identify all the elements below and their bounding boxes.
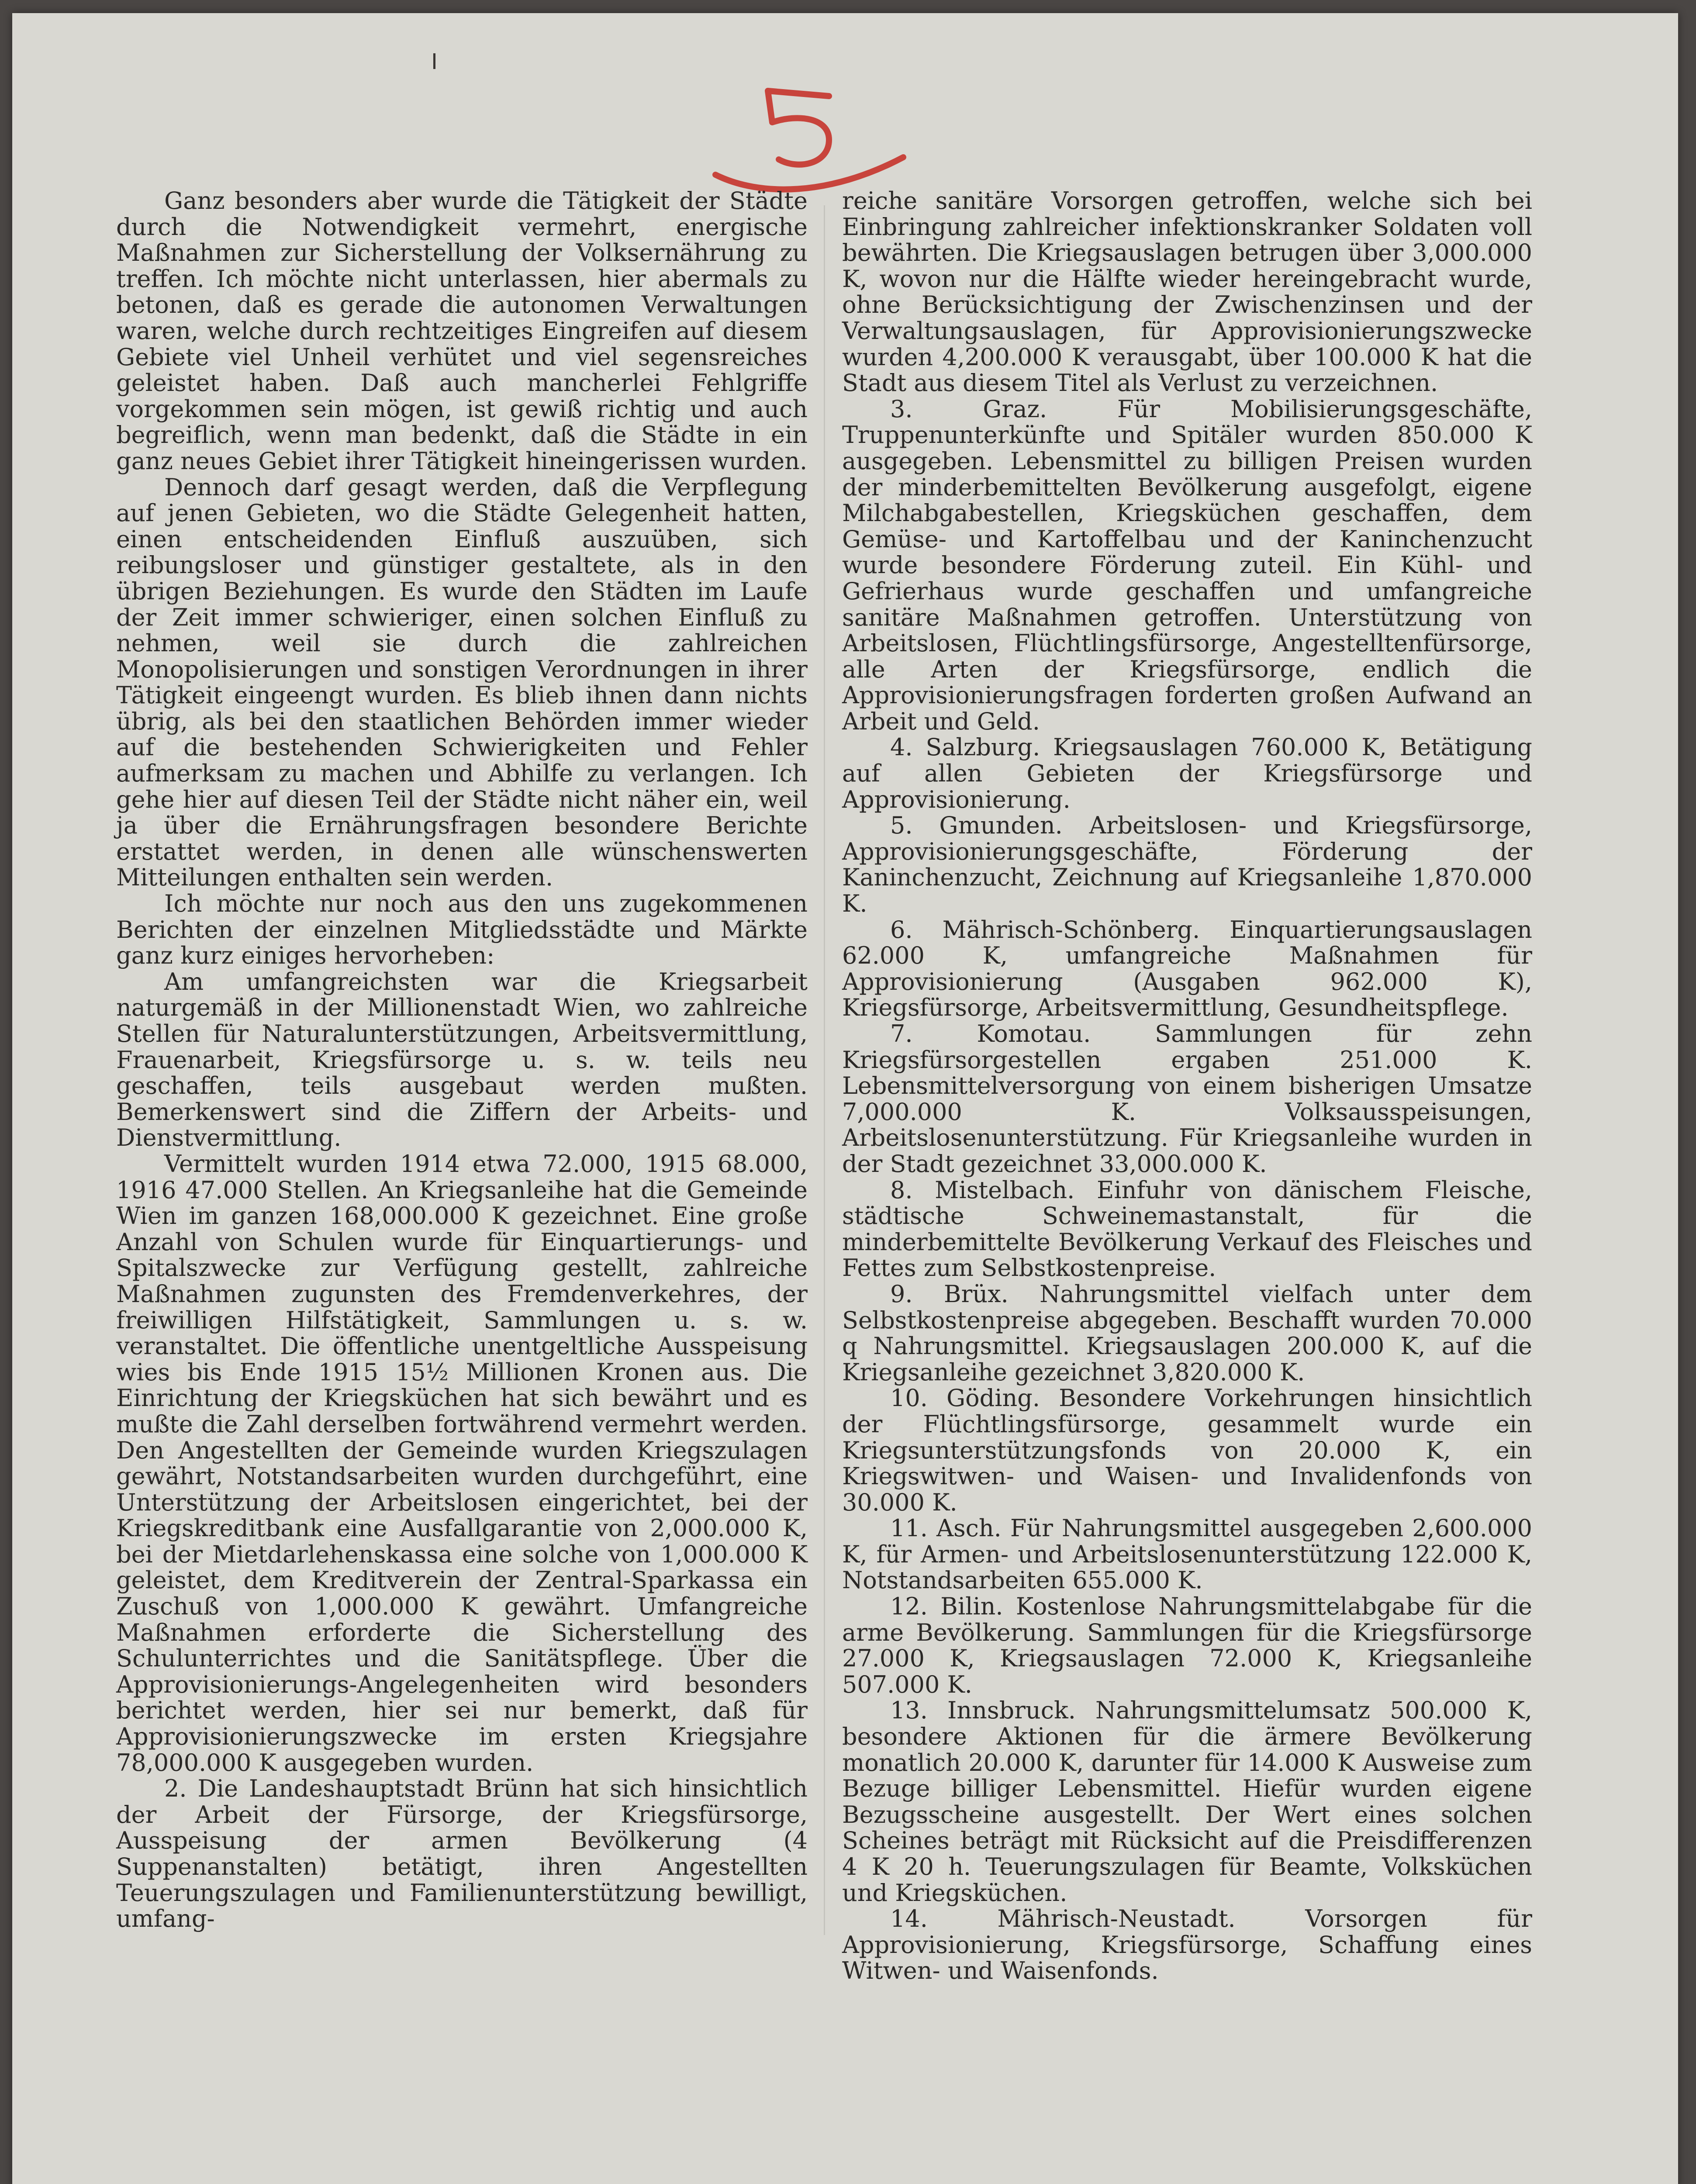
page-number-glyph <box>715 91 903 190</box>
paragraph: Ganz besonders aber wurde die Tätigkeit der Städte durch die Notwendigkeit vermehrt, energische Maßnahmen zur Sicherstellung der Volksernährung zu treffen. Ich möchte nicht unterlassen, hier abermals zu betonen, daß es gerade die autonomen Verwaltungen waren, welche durch rechtzeitiges Eingreifen auf diesem Gebiete viel Unheil verhütet und viel segensreiches geleistet haben. Daß auch mancherlei Fehlgriffe vorgekommen sein mögen, ist gewiß richtig und auch begreiflich, wenn man bedenkt, daß die Städte in ein ganz neues Gebiet ihrer Tätigkeit hineingerissen wurden. <box>116 187 808 475</box>
left-column <box>116 188 808 1932</box>
paragraph: 10. Göding. Besondere Vorkehrungen hinsichtlich der Flüchtlingsfürsorge, gesammelt wurde ein Kriegsunterstützungsfonds von 20.000 K, ein Kriegswitwen- und Waisen- und Invalidenfonds von 30.000 K. <box>842 1384 1532 1516</box>
paragraph: 14. Mährisch-Neustadt. Vorsorgen für Approvisionierung, Kriegsfürsorge, Schaffung eines Witwen- und Waisenfonds. <box>842 1905 1532 1985</box>
paragraph: Vermittelt wurden 1914 etwa 72.000, 1915 68.000, 1916 47.000 Stellen. An Kriegsanleihe hat die Gemeinde Wien im ganzen 168,000.000 K gezeichnet. Eine große Anzahl von Schulen wurde für Einquartierungs- und Spitalszwecke zur Verfügung gestellt, zahlreiche Maßnahmen zugunsten des Fremdenverkehres, der freiwilligen Hilfstätigkeit, Sammlungen u. s. w. veranstaltet. Die öffentliche unentgeltliche Ausspeisung wies bis Ende 1915 15½ Millionen Kronen aus. Die Einrichtung der Kriegsküchen hat sich bewährt und es mußte die Zahl derselben fortwährend vermehrt werden. Den Angestellten der Gemeinde wurden Kriegszulagen gewährt, Notstandsarbeiten wurden durchgeführt, eine Unterstützung der Arbeitslosen eingerichtet, bei der Kriegskreditbank eine Ausfallgarantie von 2,000.000 K, bei der Mietdarlehenskassa eine solche von 1,000.000 K geleistet, dem Kreditverein der Zentral-Sparkassa ein Zuschuß von 1,000.000 K gewährt. Umfangreiche Maßnahmen erforderte die Sicherstellung des Schulunterrichtes und die Sanitätspflege. Über die Approvisionierungs-Angelegenheiten wird besonders berichtet werden, hier sei nur bemerkt, daß für Approvisionierungszwecke im ersten Kriegsjahre 78,000.000 K ausgegeben wurden. <box>116 1150 808 1776</box>
paragraph: 13. Innsbruck. Nahrungsmittelumsatz 500.000 K, besondere Aktionen für die ärmere Bevölkerung monatlich 20.000 K, darunter für 14.000 K Ausweise zum Bezuge billiger Lebensmittel. Hiefür wurden eigene Bezugsscheine ausgestellt. Der Wert eines solchen Scheines beträgt mit Rücksicht auf die Preisdifferenzen 4 K 20 h. Teuerungszulagen für Beamte, Volksküchen und Kriegsküchen. <box>842 1697 1532 1907</box>
paragraph: Ich möchte nur noch aus den uns zugekommenen Berichten der einzelnen Mitgliedsstädte und Märkte ganz kurz einiges hervorheben: <box>116 890 808 970</box>
paragraph: Dennoch darf gesagt werden, daß die Verpflegung auf jenen Gebieten, wo die Städte Gelegenheit hatten, einen entscheidenden Einfluß auszuüben, sich reibungsloser und günstiger gestaltete, als in den übrigen Beziehungen. Es wurde den Städten im Laufe der Zeit immer schwieriger, einen solchen Einfluß zu nehmen, weil sie durch die zahlreichen Monopolisierungen und sonstigen Verordnungen in ihrer Tätigkeit eingeengt wurden. Es blieb ihnen dann nichts übrig, als bei den staatlichen Behörden immer wieder auf die bestehenden Schwierigkeiten und Fehler aufmerksam zu machen und Abhilfe zu verlangen. Ich gehe hier auf diesen Teil der Städte nicht näher ein, weil ja über die Ernährungsfragen besondere Berichte erstattet werden, in denen alle wünschenswerten Mitteilungen enthalten sein werden. <box>116 473 808 892</box>
paragraph: 9. Brüx. Nahrungsmittel vielfach unter dem Selbstkostenpreise abgegeben. Beschafft wurden 70.000 q Nahrungsmittel. Kriegsauslagen 200.000 K, auf die Kriegsanleihe gezeichnet 3,820.000 K. <box>842 1280 1532 1386</box>
paragraph: 8. Mistelbach. Einfuhr von dänischem Fleische, städtische Schweinemastanstalt, für die minderbemittelte Bevölkerung Verkauf des Fleisches und Fettes zum Selbstkostenpreise. <box>842 1176 1532 1282</box>
right-column <box>842 188 1532 1984</box>
paragraph: 4. Salzburg. Kriegsauslagen 760.000 K, Betätigung auf allen Gebieten der Kriegsfürsorge und Approvisionierung. <box>842 733 1532 813</box>
paragraph: 12. Bilin. Kostenlose Nahrungsmittelabgabe für die arme Bevölkerung. Sammlungen für die Kriegsfürsorge 27.000 K, Kriegsauslagen 72.000 K, Kriegsanleihe 507.000 K. <box>842 1593 1532 1698</box>
paragraph: 3. Graz. Für Mobilisierungsgeschäfte, Truppenunterkünfte und Spitäler wurden 850.000 K ausgegeben. Lebensmittel zu billigen Preisen wurden der minderbemittelten Bevölkerung ausgefolgt, eigene Milchabgabestellen, Kriegsküchen geschaffen, dem Gemüse- und Kartoffelbau und der Kaninchenzucht wurde besondere Förderung zuteil. Ein Kühl- und Gefrierhaus wurde geschaffen und umfangreiche sanitäre Maßnahmen getroffen. Unterstützung von Arbeitslosen, Flüchtlingsfürsorge, Angestelltenfürsorge, alle Arten der Kriegsfürsorge, endlich die Approvisionierungsfragen forderten großen Aufwand an Arbeit und Geld. <box>842 395 1532 735</box>
paragraph: 5. Gmunden. Arbeitslosen- und Kriegsfürsorge, Approvisionierungsgeschäfte, Förderung der Kaninchenzucht, Zeichnung auf Kriegsanleihe 1,870.000 K. <box>842 812 1532 918</box>
column-divider <box>824 205 825 1935</box>
document-page <box>12 13 1678 2184</box>
paragraph: 11. Asch. Für Nahrungsmittel ausgegeben 2,600.000 K, für Armen- und Arbeitslosenunterstützung 122.000 K, Notstandsarbeiten 655.000 K. <box>842 1514 1532 1594</box>
punch-mark <box>433 53 435 69</box>
paragraph: 2. Die Landeshauptstadt Brünn hat sich hinsichtlich der Arbeit der Fürsorge, der Kriegsfürsorge, Ausspeisung der armen Bevölkerung (4 Suppenanstalten) betätigt, ihren Angestellten Teuerungszulagen und Familienunterstützung bewilligt, umfang- <box>116 1775 808 1933</box>
handwritten-page-number <box>698 66 916 205</box>
paragraph: 6. Mährisch-Schönberg. Einquartierungsauslagen 62.000 K, umfangreiche Maßnahmen für Approvisionierung (Ausgaben 962.000 K), Kriegsfürsorge, Arbeitsvermittlung, Gesundheitspflege. <box>842 916 1532 1022</box>
paragraph: 7. Komotau. Sammlungen für zehn Kriegsfürsorgestellen ergaben 251.000 K. Lebensmittelversorgung von einem bisherigen Umsatze 7,000.000 K. Volksausspeisungen, Arbeitslosenunterstützung. Für Kriegsanleihe wurden in der Stadt gezeichnet 33,000.000 K. <box>842 1020 1532 1178</box>
paragraph: Am umfangreichsten war die Kriegsarbeit naturgemäß in der Millionenstadt Wien, wo zahlreiche Stellen für Naturalunterstützungen, Arbeitsvermittlung, Frauenarbeit, Kriegsfürsorge u. s. w. teils neu geschaffen, teils ausgebaut werden mußten. Bemerkenswert sind die Ziffern der Arbeits- und Dienstvermittlung. <box>116 968 808 1152</box>
paragraph: reiche sanitäre Vorsorgen getroffen, welche sich bei Einbringung zahlreicher infektionskranker Soldaten voll bewährten. Die Kriegsauslagen betrugen über 3,000.000 K, wovon nur die Hälfte wieder hereingebracht wurde, ohne Berücksichtigung der Zwischenzinsen und der Verwaltungsauslagen, für Approvisionierungszwecke wurden 4,200.000 K verausgabt, über 100.000 K hat die Stadt aus diesem Titel als Verlust zu verzeichnen. <box>842 187 1532 397</box>
